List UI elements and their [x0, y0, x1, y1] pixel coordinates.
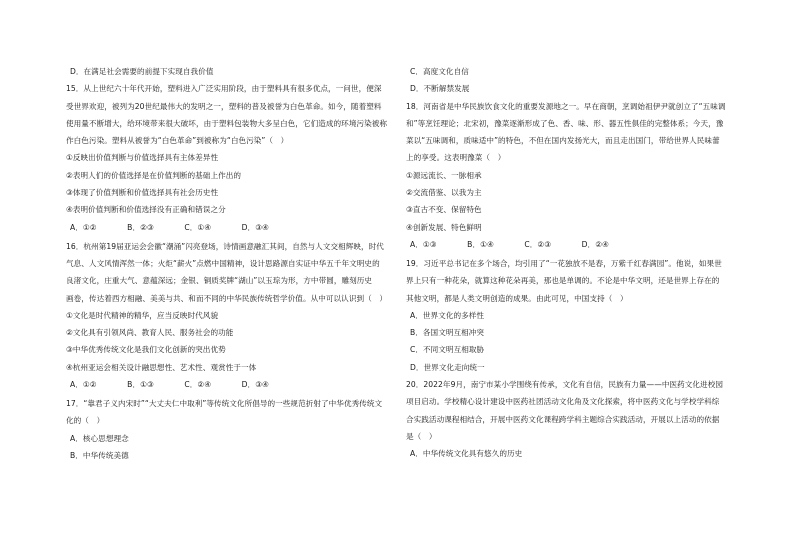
question-18-stem: 菜以“五味调和，质味适中”的特色，不但在国内发扬光大，而且走出国门，带给世界人民味蕾	[406, 136, 720, 146]
question-16-stem: 16．杭州第19届亚运会会徽“潮涌”闪亮登场，诗情画意融汇其间，自然与人文交相辉映，时代	[66, 241, 384, 251]
question-15-stem: 受世界欢迎，被列为20世纪最伟大的发明之一，塑料的普及被誉为白色革命。如今，随着塑料	[66, 101, 382, 111]
option-d-q14: D．在满足社会需要的前提下实现自我价值	[70, 67, 214, 76]
option-d-q17: D．不断解禁发展	[410, 84, 470, 94]
answer-options-q16: A．①② B．①③ C．②④ D．③④	[70, 380, 269, 390]
statement-4: ④杭州亚运会相关设计融思想性、艺术性、观赏性于一体	[66, 362, 257, 372]
question-15-stem: 作白色污染。塑料从被誉为“白色革命”到被称为“白色污染”（ ）	[66, 136, 289, 146]
answer-options-q15: A．①② B．②③ C．①④ D．③④	[70, 222, 269, 232]
option-b-q17: B．中华传统美德	[70, 450, 129, 460]
right-column	[406, 66, 738, 466]
question-19-stem: 19．习近平总书记在多个场合，均引用了“一花独放不是春，万紫千红春满园”。他说，如果世	[406, 258, 722, 268]
statement-1: ①源远流长、一脉相承	[406, 170, 482, 180]
statement-4: ④创新发展、特色鲜明	[406, 222, 482, 232]
option-a-q17: A．核心思想理念	[70, 433, 129, 443]
question-18-stem: 18．河南省是中华民族饮食文化的重要发源地之一。早在商朝，烹调始祖伊尹就创立了“五味调	[406, 101, 726, 111]
question-18-stem: 上的享受。这表明豫菜（ ）	[406, 153, 506, 163]
option-b-q19: B．各国文明互相冲突	[410, 328, 485, 338]
question-16-stem: 画卷，传达着西方相融、美美与共、和而不同的中华民族传统哲学价值。从中可以认识到（ ）	[66, 293, 388, 303]
option-a-q19: A．世界文化的多样性	[410, 310, 485, 320]
left-column	[66, 66, 398, 467]
question-17-stem: 化的（ ）	[66, 416, 105, 426]
statement-2: ②文化具有引领风尚、教育人民、服务社会的功能	[66, 328, 234, 338]
statement-2: ②交流借鉴、以我为主	[406, 188, 482, 198]
question-20-stem: 20．2022年9月，南宁市某小学围绕有传承，文化有自信，民族有力量——中医药文化进校园	[406, 380, 723, 390]
question-20-stem: 项目启动。学校精心设计建设中医药社团活动文化角及文化探索，将中医药文化与学校学科综	[406, 397, 720, 407]
option-d-q19: D．世界文化走向统一	[410, 362, 485, 372]
question-15-stem: 15．从上世纪六十年代开始，塑料进入广泛实用阶段，由于塑料具有很多优点，一问世，便深	[66, 84, 382, 94]
question-20-stem: 是（ ）	[406, 431, 437, 441]
statement-1: ①文化是时代精神的精华，应当反映时代风貌	[66, 310, 219, 320]
statement-4: ④表明价值判断和价值选择没有正确和错误之分	[66, 205, 226, 215]
statement-3: ③体现了价值判断和价值选择具有社会历史性	[66, 188, 219, 198]
statement-3: ③中华优秀传统文化是我们文化创新的突出优势	[66, 345, 226, 355]
option-c-q17: C．高度文化自信	[410, 67, 469, 76]
question-19-stem: 界上只有一种花朵，就算这种花朵再美，那也是单调的。不论是中华文明，还是世界上存在的	[406, 276, 720, 286]
question-19-stem: 其他文明，都是人类文明创造的成果。由此可见，中国支持（ ）	[406, 293, 628, 303]
question-20-stem: 合实践活动课程相结合，开展中医药文化课程跨学科主题综合实践活动，开展以上活动的依据	[406, 414, 720, 424]
question-18-stem: 和”等烹饪理论；北宋初，豫菜逐渐形成了色、香、味、形、器五性俱佳的完整体系；今天，豫	[406, 118, 724, 128]
question-16-stem: 气息、人文风情浑然一体；火炬“薪火”点燃中国精神，设计思路源自实证中华五千年文明史的	[66, 258, 380, 268]
answer-options-q18: A．①③ B．①④ C．②③ D．②④	[410, 239, 609, 249]
statement-1: ①反映出价值判断与价值选择具有主体差异性	[66, 153, 219, 163]
question-16-stem: 良渚文化，庄重大气、意蕴深远；金银、铜质奖牌“湖山”以玉琮为形，方中带圆，雕刻历史	[66, 276, 373, 286]
statement-2: ②表明人们的价值选择是在价值判断的基础上作出的	[66, 170, 242, 180]
question-15-stem: 使用量不断增大，给环境带来很大破坏，由于塑料包装物大多呈白色，它们造成的环境污染被称	[66, 118, 388, 128]
statement-3: ③直古不变、保留特色	[406, 205, 482, 215]
option-a-q20: A．中华传统文化具有悠久的历史	[410, 449, 523, 459]
question-17-stem: 17．“靠君子义内宋时”“大丈夫仁中取利”等传统文化所倡导的一些规范折射了中华优秀传统文	[66, 399, 383, 409]
option-c-q19: C．不同文明互相取胁	[410, 345, 485, 355]
